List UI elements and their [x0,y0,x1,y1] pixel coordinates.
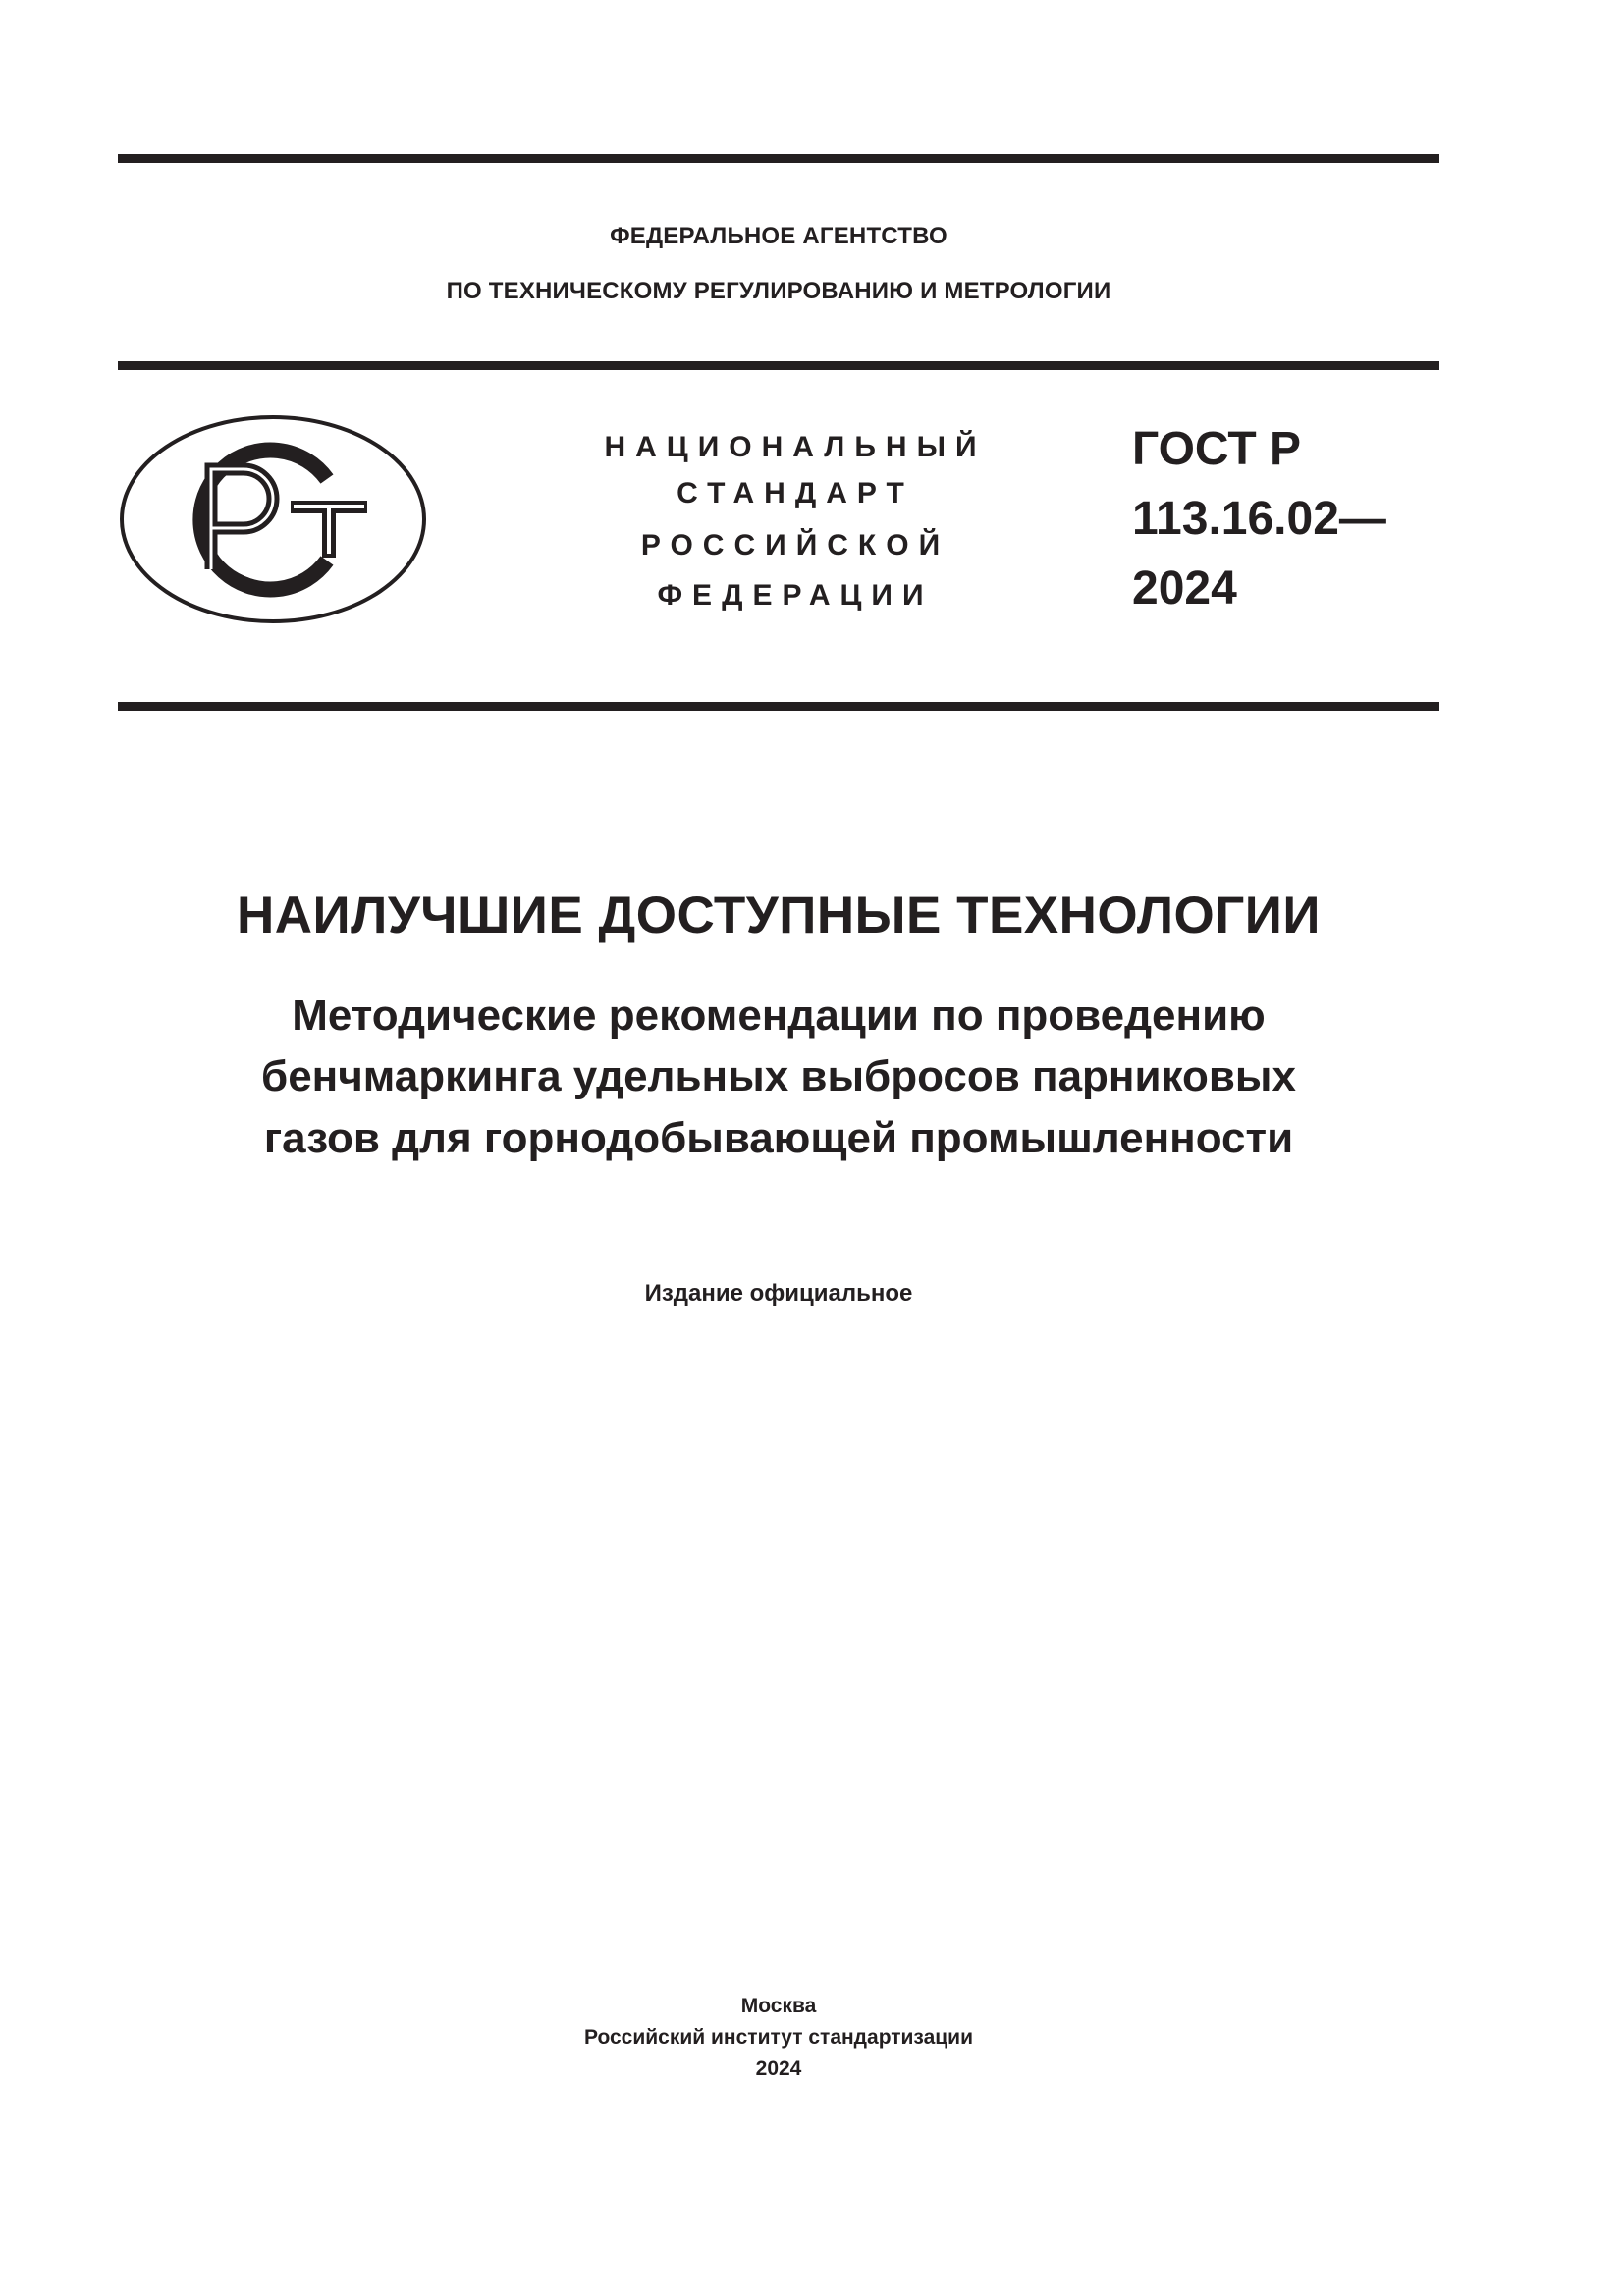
standard-designation-number: 113.16.02— [1132,493,1386,545]
standard-type-line-1: НАЦИОНАЛЬНЫЙ [604,431,987,463]
header-bottom-rule [118,702,1439,711]
document-subtitle-line-3: газов для горнодобывающей промышленности [263,1114,1294,1162]
standard-type-line-3: РОССИЙСКОЙ [640,529,950,561]
imprint-city: Москва [740,1995,817,2017]
standard-designation-prefix: ГОСТ Р [1132,423,1302,475]
agency-name-line-2: ПО ТЕХНИЧЕСКОМУ РЕГУЛИРОВАНИЮ И МЕТРОЛОГИИ [446,278,1111,304]
imprint-publisher: Российский институт стандартизации [583,2026,974,2049]
rst-logo-icon [118,412,428,626]
document-subtitle-line-2: бенчмаркинга удельных выбросов парниковых [261,1052,1296,1100]
standard-designation-year: 2024 [1132,562,1237,614]
standard-type-line-4: ФЕДЕРАЦИИ [657,579,934,612]
edition-note: Издание официальное [644,1280,913,1307]
top-rule [118,154,1439,163]
document-subtitle-line-1: Методические рекомендации по проведению [292,991,1266,1040]
document-title: НАИЛУЧШИЕ ДОСТУПНЫЕ ТЕХНОЛОГИИ [237,886,1321,944]
imprint-year: 2024 [755,2057,802,2080]
agency-name-line-1: ФЕДЕРАЛЬНОЕ АГЕНТСТВО [610,223,947,249]
header-divider-rule [118,361,1439,370]
standard-type-line-2: СТАНДАРТ [677,477,914,509]
